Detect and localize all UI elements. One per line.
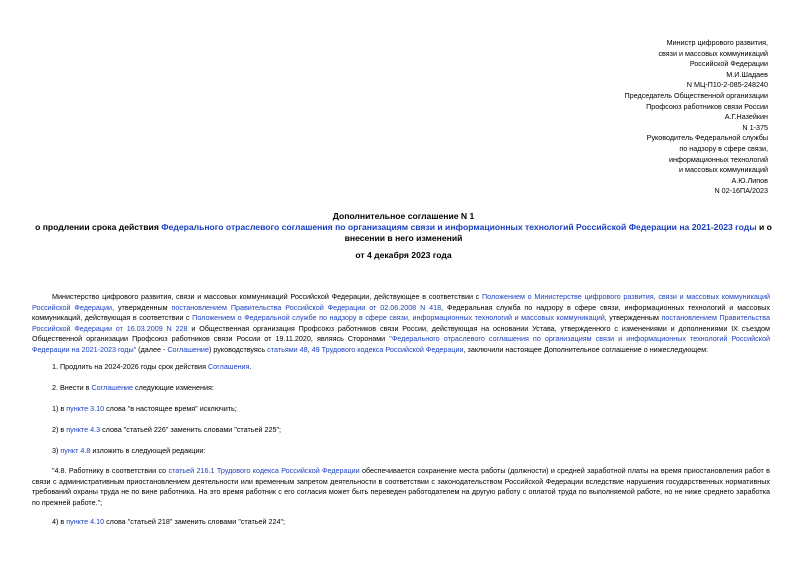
clause-link[interactable]: пункте 4.10 [66, 517, 105, 526]
signature-block [548, 38, 768, 197]
list-item [52, 404, 237, 415]
text: следующие изменения: [133, 383, 214, 392]
subtitle-text: и о внесении в него изменений [344, 222, 772, 243]
text: 1) в [52, 404, 67, 413]
sig-line: Руководитель Федеральной службы [646, 133, 768, 143]
regulation-link[interactable]: Положением о Федеральной службе по надзору в сфере связи, информационных технологий и массовых коммуникаций [192, 313, 605, 323]
text: , утвержденным [112, 302, 172, 312]
agreement-link[interactable]: "Федерального отраслевого соглашения по организациям связи и информационных технологий Российской Федерации на 2021-2023 годы" [32, 334, 770, 354]
sig-line: А.Ю.Липов [731, 175, 768, 185]
text: слова "статьей 218" заменить словами "статьей 224"; [104, 517, 286, 526]
document-title: Дополнительное соглашение N 1 [332, 211, 475, 221]
text: ) руководствуясь [208, 344, 268, 354]
subtitle-text: о продлении срока действия [35, 222, 162, 232]
sig-line: А.Г.Назейкин [724, 112, 768, 122]
labor-code-link[interactable]: 49 Трудового кодекса Российской Федерации [311, 344, 464, 354]
sig-line: Председатель Общественной организации [624, 90, 768, 100]
agreement-link[interactable]: Соглашение [91, 383, 134, 392]
document-date: от 4 декабря 2023 года [355, 250, 452, 260]
list-item [52, 362, 251, 373]
labor-code-link[interactable]: статьей 216.1 Трудового кодекса Российской Федерации [168, 466, 360, 475]
decree-link[interactable]: постановлением Правительства Российской Федерации от 02.06.2008 N 418 [171, 302, 442, 312]
preamble-paragraph [32, 292, 770, 356]
agreement-link[interactable]: Соглашение [167, 344, 209, 354]
text: изложить в следующей редакции: [90, 446, 206, 455]
sig-line: связи и массовых коммуникаций [658, 48, 768, 58]
text: 4) в [52, 517, 67, 526]
text: . [249, 362, 252, 371]
document-subtitle [30, 222, 777, 244]
sig-line: Министр цифрового развития, [666, 38, 768, 47]
sig-line: и массовых коммуникаций [678, 165, 768, 175]
list-item [52, 446, 205, 457]
text: "4.8. Работнику в соответствии со [52, 466, 169, 475]
text: , [307, 344, 312, 354]
text: слова "статьей 226" заменить словами "статьей 225"; [100, 425, 282, 434]
text: , заключили настоящее Дополнительное соглашение о нижеследующем: [463, 344, 709, 354]
sig-line: Российской Федерации [689, 59, 768, 69]
text: (далее - [136, 344, 168, 354]
clause-link[interactable]: пункт 4.8 [60, 446, 91, 455]
list-item [52, 517, 285, 528]
decree-link[interactable]: постановлением Правительства Российской Федерации от 16.03.2009 N 228 [32, 313, 770, 333]
list-item [52, 425, 281, 436]
clause-link[interactable]: пункте 3.10 [66, 404, 105, 413]
text: Министерство цифрового развития, связи и массовых коммуникаций Российской Федерации, действующее в соответствии с [52, 292, 482, 301]
sig-line: М.И.Шадаев [726, 69, 768, 79]
list-item [52, 383, 214, 394]
sig-line: по надзору в сфере связи, [679, 143, 768, 153]
text: слова "в настоящее время" исключить; [104, 404, 237, 413]
text: 2. Внести в [52, 383, 92, 392]
agreement-link[interactable]: Федерального отраслевого соглашения по организациям связи и информационных технологий Российской Федерации на 2021-2023 годы [161, 222, 757, 232]
text: 3) [52, 446, 61, 455]
text: обеспечивается сохранение места работы (должности) и средней заработной платы на время приостановления работ в связи с административным приостановлением деятельности или временным запретом деятельности в соответствии с законодательством Российской Федерации вследствие нарушения государственных нормативных требований охраны труда не по вине работника. На это время работник с его согласия может быть переведен работодателем на другую работу с оплатой труда по выполняемой работе, но не ниже среднего заработка по прежней работе."; [32, 466, 770, 507]
regulation-link[interactable]: Положением о Министерстве цифрового развития, связи и массовых коммуникаций Российской Федерации [32, 292, 770, 312]
sig-line: N 1-375 [742, 122, 768, 132]
labor-code-link[interactable]: статьями 48 [267, 344, 308, 354]
text: 2) в [52, 425, 67, 434]
agreement-link[interactable]: Соглашения [207, 362, 250, 371]
text: , Федеральная служба по надзору в сфере связи, информационных технологий и массовых коммуникаций, действующая в соответствии с [32, 302, 770, 323]
text: , утвержденным [604, 313, 662, 323]
text: 1. Продлить на 2024-2026 годы срок действия [52, 362, 208, 371]
sig-line: информационных технологий [668, 154, 768, 164]
sig-line: Профсоюз работников связи России [646, 101, 768, 111]
clause-link[interactable]: пункте 4.3 [66, 425, 101, 434]
sig-line: N МЦ-П10-2-085-248240 [686, 80, 768, 90]
sig-line: N 02-16ПА/2023 [714, 186, 768, 196]
text: и Общественная организация Профсоюз работников связи России, действующая на основании Устава, утвержденного с изменениями и дополнениями IX съездом Общественной организации Профсоюз работников связи России от 19.11.2020, являясь Сторонами [32, 323, 770, 344]
quoted-clause [32, 466, 770, 508]
